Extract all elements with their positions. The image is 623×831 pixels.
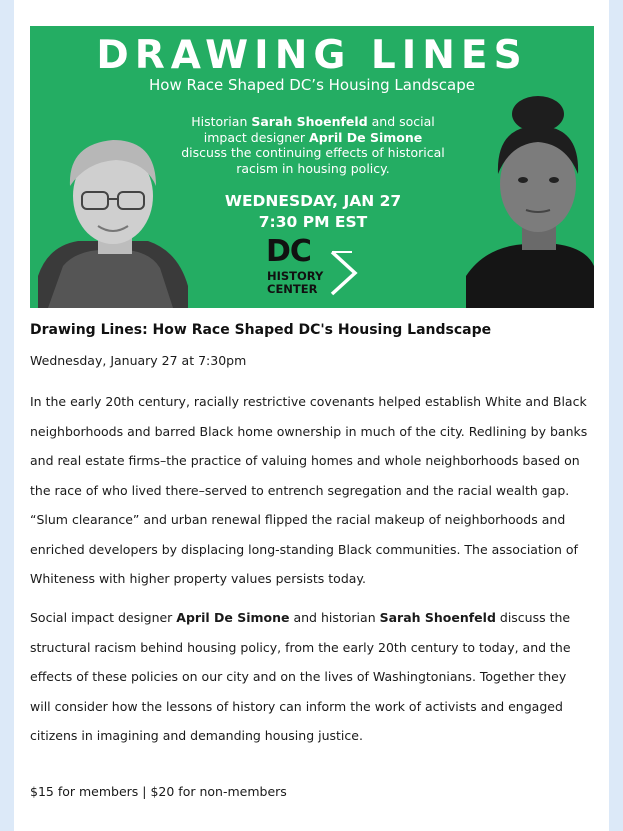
speaker-name-sarah: Sarah Shoenfeld (379, 610, 496, 625)
speaker-photo-sarah-shoenfeld (38, 126, 188, 308)
logo-center-text: CENTER (267, 282, 318, 296)
event-description-paragraph-2 (30, 603, 590, 751)
event-title: Drawing Lines: How Race Shaped DC's Housing Landscape (30, 322, 492, 338)
event-description-paragraph-1: In the early 20th century, racially restrictive covenants helped establish White and Black neighborhoods and barred Black home ownership in much of the city. Redlining by banks and real estate firms–the practice of valuing homes and whole neighborhoods based on the race of who lived there–served to entrench segregation and the racial wealth gap. “Slum clearance” and urban renewal flipped the racial makeup of neighborhoods and enriched developers by displacing long-standing Black communities. The association of Whiteness with higher property values persists today. (30, 394, 588, 586)
event-card (14, 0, 609, 831)
speaker-name-april: April De Simone (176, 610, 290, 625)
banner-desc-text: and social impact designer (203, 114, 435, 145)
event-date: Wednesday, January 27 at 7:30pm (30, 353, 247, 368)
paragraph-text: discuss the structural racism behind housing policy, from the early 20th century to today, and the effects of these policies on our city and on the lives of Washingtonians. Together they will consider how the lessons of history can inform the work of activists and engaged citizens in imagining and demanding housing justice. (30, 610, 571, 743)
ticket-price: $15 for members | $20 for non-members (30, 784, 287, 799)
banner-subtitle: How Race Shaped DC’s Housing Landscape (149, 76, 475, 94)
banner-speaker-name: April De Simone (309, 129, 423, 145)
logo-chevron-icon (330, 250, 360, 296)
banner-date: WEDNESDAY, JAN 27 (224, 192, 402, 210)
dc-history-center-logo (266, 234, 362, 304)
banner-desc-text: discuss the continuing effects of historical racism in housing policy. (181, 145, 445, 176)
banner-description (180, 114, 446, 176)
banner-time: 7:30 PM EST (258, 213, 368, 231)
paragraph-text: Social impact designer (30, 610, 177, 625)
logo-history-text: HISTORY (267, 269, 324, 283)
banner-title: DRAWING LINES (96, 33, 528, 78)
banner-desc-text: Historian (191, 114, 252, 129)
event-banner[interactable] (30, 26, 594, 308)
logo-dc-text: DC (266, 234, 311, 269)
paragraph-text: and historian (289, 610, 380, 625)
speaker-photo-april-de-simone (466, 96, 594, 308)
banner-speaker-name: Sarah Shoenfeld (251, 114, 368, 129)
